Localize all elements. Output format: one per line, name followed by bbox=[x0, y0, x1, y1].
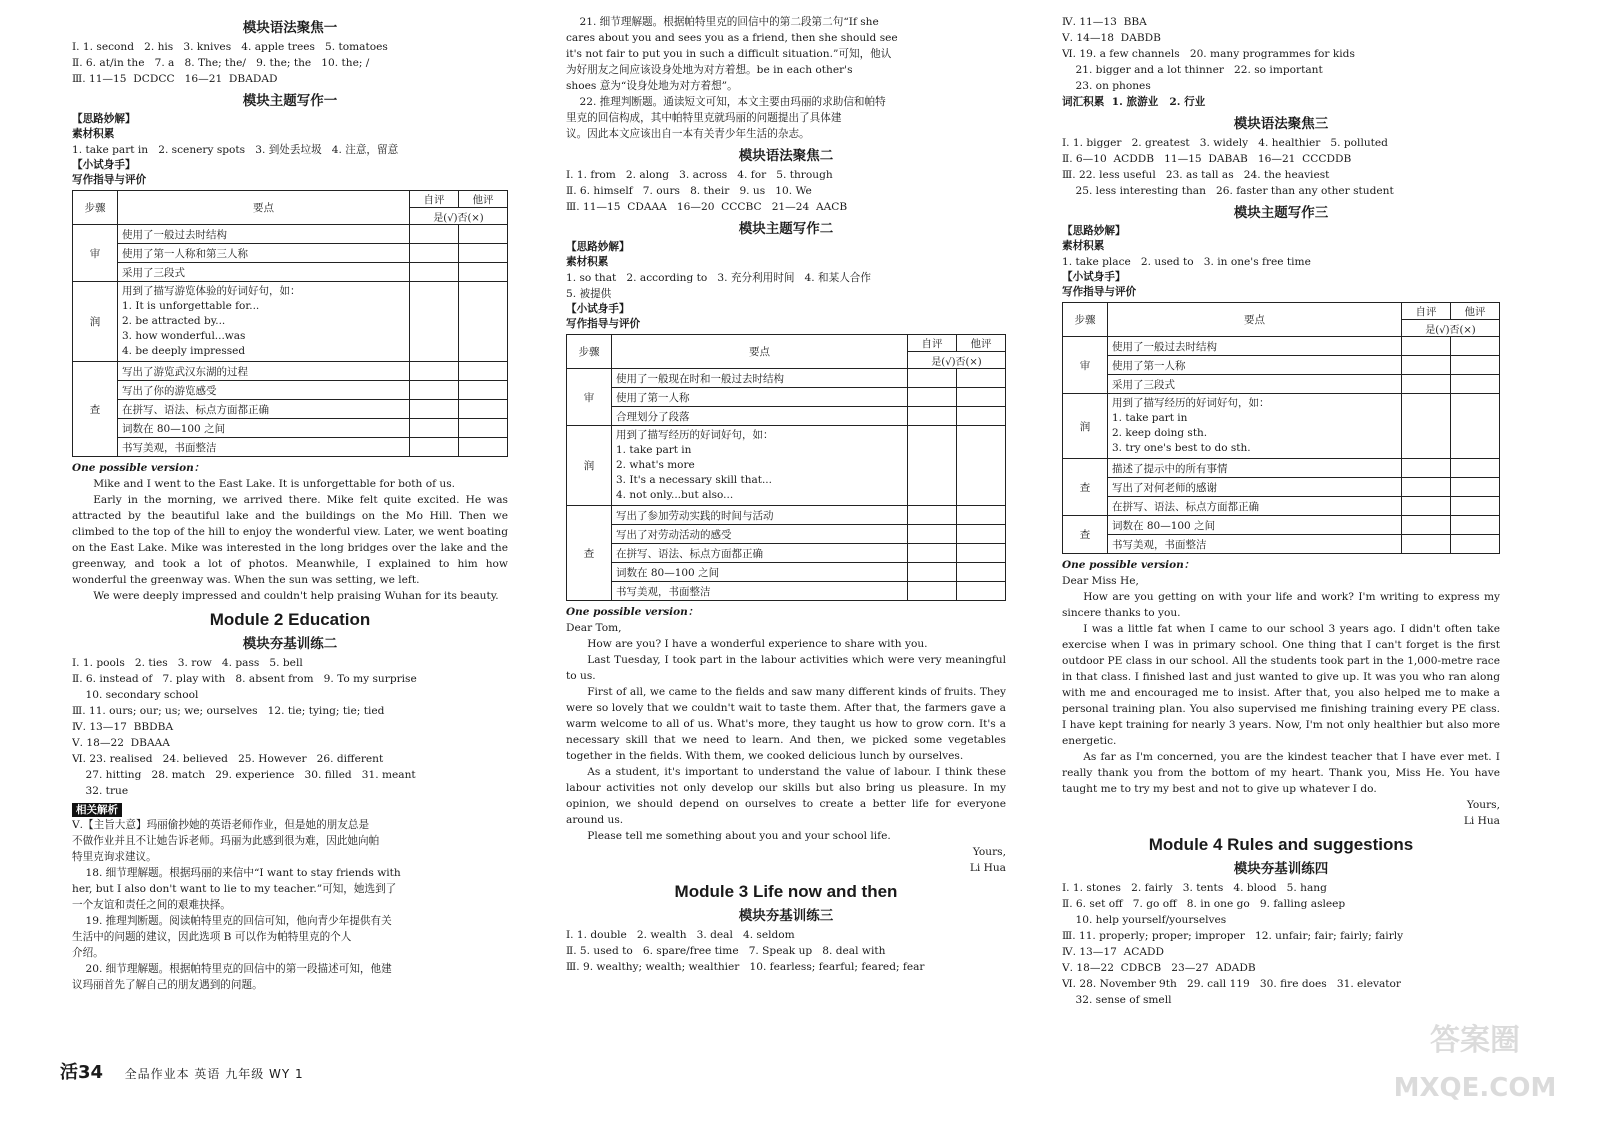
self-score-cell[interactable] bbox=[1402, 459, 1451, 478]
section-title: 模块语法聚焦一 bbox=[242, 20, 338, 36]
letter-greeting: Dear Tom, bbox=[566, 622, 622, 634]
self-score-cell[interactable] bbox=[908, 369, 957, 388]
peer-score-cell[interactable] bbox=[1451, 375, 1500, 394]
point-cell: 采用了三段式 bbox=[118, 263, 410, 282]
point-cell: 合理划分了段落 bbox=[612, 407, 908, 426]
point-cell: 写出了参加劳动实践的时间与活动 bbox=[612, 506, 908, 525]
section-title: 模块主题写作一 bbox=[242, 93, 338, 109]
section-title: 模块语法聚焦三 bbox=[1233, 116, 1329, 132]
point-cell: 采用了三段式 bbox=[1108, 375, 1402, 394]
point-cell: 使用了第一人称 bbox=[612, 388, 908, 407]
answer-line: Ⅳ. 13—17 ACADD bbox=[1062, 946, 1165, 958]
answer-line: 21. bigger and a lot thinner 22. so important bbox=[1062, 64, 1323, 76]
peer-score-cell[interactable] bbox=[459, 400, 508, 419]
subheading: 素材积累 bbox=[1062, 240, 1105, 252]
watermark-text: 答案圈 bbox=[1430, 1023, 1520, 1058]
point-cell: 写出了游览武汉东湖的过程 bbox=[118, 362, 410, 381]
self-score-cell[interactable] bbox=[410, 438, 459, 457]
answer-line: Ⅲ. 11. properly; proper; improper 12. unfair; fair; fairly; fairly bbox=[1062, 930, 1404, 942]
self-score-cell[interactable] bbox=[1402, 337, 1451, 356]
header-self: 自评 bbox=[908, 335, 957, 352]
analysis-line: 20. 细节理解题。根据帕特里克的回信中的第一段描述可知，他建 bbox=[72, 963, 392, 975]
letter-closing: Yours, bbox=[1466, 799, 1500, 811]
header-yes-no: 是(√)否(×) bbox=[410, 208, 508, 225]
peer-score-cell[interactable] bbox=[459, 225, 508, 244]
point-cell: 书写美观，书面整洁 bbox=[612, 582, 908, 601]
table-row bbox=[1063, 497, 1500, 516]
analysis-list bbox=[566, 14, 1006, 142]
peer-score-cell[interactable] bbox=[1451, 497, 1500, 516]
step-cell: 润 bbox=[73, 282, 118, 362]
subheading: 写作指导与评价 bbox=[566, 318, 641, 330]
step-cell: 查 bbox=[1063, 516, 1108, 554]
self-score-cell[interactable] bbox=[1402, 478, 1451, 497]
peer-score-cell[interactable] bbox=[957, 407, 1006, 426]
self-score-cell[interactable] bbox=[410, 282, 459, 362]
peer-score-cell[interactable] bbox=[957, 544, 1006, 563]
self-score-cell[interactable] bbox=[410, 362, 459, 381]
table-row bbox=[1063, 356, 1500, 375]
answer-line: Ⅴ. 18—22 DBAAA bbox=[72, 737, 170, 749]
answer-line: 1. take place 2. used to 3. in one's free time bbox=[1062, 256, 1311, 268]
analysis-line: cares about you and sees you as a friend, then she should see bbox=[566, 32, 898, 44]
table-row bbox=[73, 362, 508, 381]
self-score-cell[interactable] bbox=[1402, 375, 1451, 394]
answer-line: Ⅲ. 9. wealthy; wealth; wealthier 10. fearless; fearful; feared; fear bbox=[566, 961, 925, 973]
answer-line: Ⅰ. 1. second 2. his 3. knives 4. apple trees 5. tomatoes bbox=[72, 41, 388, 53]
peer-score-cell[interactable] bbox=[459, 419, 508, 438]
column-middle bbox=[566, 14, 1006, 975]
answer-line: Ⅳ. 13—17 BBDBA bbox=[72, 721, 174, 733]
table-row bbox=[567, 544, 1006, 563]
essay-paragraph: Last Tuesday, I took part in the labour activities which were very meaningful to us. bbox=[566, 654, 1006, 682]
analysis-line: 特里克询求建议。 bbox=[72, 851, 157, 863]
answer-line: 10. help yourself/yourselves bbox=[1062, 914, 1227, 926]
answer-line: Ⅲ. 11—15 CDAAA 16—20 CCCBC 21—24 AACB bbox=[566, 201, 848, 213]
peer-score-cell[interactable] bbox=[957, 426, 1006, 506]
section-title: 模块主题写作二 bbox=[738, 221, 834, 237]
point-cell: 使用了第一人称 bbox=[1108, 356, 1402, 375]
header-yes-no: 是(√)否(×) bbox=[908, 352, 1006, 369]
header-other: 他评 bbox=[459, 191, 508, 208]
point-cell: 用到了描写经历的好词好句，如： 1. take part in 2. keep doing sth. 3. try one's best to do sth. bbox=[1108, 394, 1402, 459]
table-row bbox=[1063, 535, 1500, 554]
point-cell: 词数在 80—100 之间 bbox=[612, 563, 908, 582]
answer-line: 32. true bbox=[72, 785, 129, 797]
point-cell: 用到了描写经历的好词好句，如： 1. take part in 2. what's more 3. It's a necessary skill that... 4. not only...but also... bbox=[612, 426, 908, 506]
analysis-line: 22. 推理判断题。通读短文可知，本文主要由玛丽的求助信和帕特 bbox=[566, 96, 886, 108]
section-title: 模块夯基训练四 bbox=[1233, 861, 1329, 877]
peer-score-cell[interactable] bbox=[1451, 337, 1500, 356]
answer-line: Ⅰ. 1. pools 2. ties 3. row 4. pass 5. bell bbox=[72, 657, 303, 669]
step-cell: 查 bbox=[567, 506, 612, 601]
peer-score-cell[interactable] bbox=[957, 506, 1006, 525]
header-other: 他评 bbox=[1451, 303, 1500, 320]
peer-score-cell[interactable] bbox=[459, 438, 508, 457]
table-header-row bbox=[73, 191, 508, 208]
essay-paragraph: How are you getting on with your life and work? I'm writing to express my sincere thanks to you. bbox=[1062, 591, 1500, 619]
answer-line: Ⅳ. 11—13 BBA bbox=[1062, 16, 1147, 28]
table-row bbox=[73, 282, 508, 362]
answer-list bbox=[1062, 135, 1500, 199]
peer-score-cell[interactable] bbox=[1451, 535, 1500, 554]
point-cell: 描述了提示中的所有事情 bbox=[1108, 459, 1402, 478]
analysis-line: 生活中的问题的建议，因此选项 B 可以作为帕特里克的个人 bbox=[72, 931, 352, 943]
self-score-cell[interactable] bbox=[908, 582, 957, 601]
self-score-cell[interactable] bbox=[410, 225, 459, 244]
page-footer bbox=[60, 1058, 304, 1084]
answer-line: Ⅱ. 6—10 ACDDB 11—15 DABAB 16—21 CCCDDB bbox=[1062, 153, 1352, 165]
point-cell: 写出了对何老师的感谢 bbox=[1108, 478, 1402, 497]
evaluation-table bbox=[566, 334, 1006, 601]
table-row bbox=[73, 225, 508, 244]
evaluation-table bbox=[72, 190, 508, 457]
self-score-cell[interactable] bbox=[908, 544, 957, 563]
answer-line: Ⅱ. 6. instead of 7. play with 8. absent from 9. To my surprise bbox=[72, 673, 417, 685]
point-cell: 写出了你的游览感受 bbox=[118, 381, 410, 400]
point-cell: 书写美观，书面整洁 bbox=[1108, 535, 1402, 554]
answer-line: Ⅵ. 23. realised 24. believed 25. However 26. different bbox=[72, 753, 384, 765]
essay-paragraph: I was a little fat when I came to our school 3 years ago. I didn't often take exercise when I was in primary school. One thing that I can't forget is the first outdoor PE class in our school. All the students took part in the 1,000-metre race in that class. I finished last and just wanted to give up. It was you who ran along with me and encouraged me to insist. After that, you also helped me to make a personal training plan. You also supervised me finishing training every PE class. I have kept training for nearly 3 years. Now, I'm not only healthier but also more energetic. bbox=[1062, 623, 1500, 747]
answer-line: 5. 被提供 bbox=[566, 288, 612, 300]
point-cell: 词数在 80—100 之间 bbox=[1108, 516, 1402, 535]
step-cell: 审 bbox=[1063, 337, 1108, 394]
essay-paragraph: Early in the morning, we arrived there. Mike felt quite excited. He was attracted by the beautiful lake and the buildings on the Mo Hill. Then we climbed to the top of the hill to enjoy the wonderful view. Later, we went boating on the East Lake. Mike was interested in the long bridges over the lake and the greenway, and took a lot of photos. Meanwhile, I explained to him how wonderful the greenway was. When the sun was setting, we left. bbox=[72, 494, 508, 586]
peer-score-cell[interactable] bbox=[459, 263, 508, 282]
answer-line: Ⅱ. 6. set off 7. go off 8. in one go 9. falling asleep bbox=[1062, 898, 1346, 910]
table-row bbox=[1063, 375, 1500, 394]
self-score-cell[interactable] bbox=[410, 263, 459, 282]
answer-line: Ⅲ. 11. ours; our; us; we; ourselves 12. tie; tying; tie; tied bbox=[72, 705, 385, 717]
peer-score-cell[interactable] bbox=[957, 388, 1006, 407]
self-score-cell[interactable] bbox=[908, 426, 957, 506]
letter-signature: Li Hua bbox=[969, 862, 1006, 874]
analysis-line: 19. 推理判断题。阅读帕特里克的回信可知，他向青少年提供有关 bbox=[72, 915, 392, 927]
table-row bbox=[73, 400, 508, 419]
table-row bbox=[73, 244, 508, 263]
subheading: 写作指导与评价 bbox=[72, 174, 147, 186]
analysis-list bbox=[72, 817, 508, 993]
vocab-line: 词汇积累 1. 旅游业 2. 行业 bbox=[1062, 96, 1206, 108]
table-row bbox=[73, 419, 508, 438]
sample-label: One possible version： bbox=[1062, 559, 1195, 571]
point-cell: 使用了一般现在时和一般过去时结构 bbox=[612, 369, 908, 388]
self-score-cell[interactable] bbox=[908, 388, 957, 407]
peer-score-cell[interactable] bbox=[1451, 356, 1500, 375]
analysis-line: 议。因此本文应该出自一本有关青少年生活的杂志。 bbox=[566, 128, 810, 140]
essay-paragraph: Mike and I went to the East Lake. It is unforgettable for both of us. bbox=[93, 478, 456, 490]
header-point: 要点 bbox=[118, 191, 410, 225]
answer-line: Ⅱ. 6. himself 7. ours 8. their 9. us 10. We bbox=[566, 185, 812, 197]
point-cell: 写出了对劳动活动的感受 bbox=[612, 525, 908, 544]
essay-paragraph: As a student, it's important to understand the value of labour. I think these labour activities not only develop our skills but also bring us pleasure. In my opinion, we should depend on ourselves to create a better life for everyone around us. bbox=[566, 766, 1006, 826]
answer-line: 27. hitting 28. match 29. experience 30. filled 31. meant bbox=[72, 769, 416, 781]
point-cell: 词数在 80—100 之间 bbox=[118, 419, 410, 438]
point-cell: 使用了第一人称和第三人称 bbox=[118, 244, 410, 263]
sample-essay bbox=[566, 636, 1006, 844]
essay-paragraph: We were deeply impressed and couldn't help praising Wuhan for its beauty. bbox=[93, 590, 499, 602]
section-title: 模块夯基训练二 bbox=[242, 636, 338, 652]
peer-score-cell[interactable] bbox=[1451, 478, 1500, 497]
subheading: 素材积累 bbox=[566, 256, 609, 268]
header-other: 他评 bbox=[957, 335, 1006, 352]
answer-line: 25. less interesting than 26. faster than any other student bbox=[1062, 185, 1394, 197]
peer-score-cell[interactable] bbox=[459, 362, 508, 381]
answer-list bbox=[566, 927, 1006, 975]
self-score-cell[interactable] bbox=[1402, 394, 1451, 459]
header-step: 步骤 bbox=[567, 335, 612, 369]
analysis-line: 介绍。 bbox=[72, 947, 104, 959]
step-cell: 审 bbox=[567, 369, 612, 426]
evaluation-table bbox=[1062, 302, 1500, 554]
essay-paragraph: As far as I'm concerned, you are the kindest teacher that I have ever met. I really thank you from the bottom of my heart. Thank you, Miss He. You have taught me to try my best and not to give up whatever I do. bbox=[1062, 751, 1500, 795]
peer-score-cell[interactable] bbox=[957, 582, 1006, 601]
point-cell: 在拼写、语法、标点方面都正确 bbox=[118, 400, 410, 419]
answer-line: Ⅰ. 1. stones 2. fairly 3. tents 4. blood 5. hang bbox=[1062, 882, 1327, 894]
peer-score-cell[interactable] bbox=[957, 369, 1006, 388]
table-row bbox=[567, 525, 1006, 544]
module-title: Module 2 Education bbox=[209, 610, 371, 629]
peer-score-cell[interactable] bbox=[1451, 516, 1500, 535]
tag-heading: 【思路妙解】 bbox=[1062, 225, 1126, 237]
point-cell: 在拼写、语法、标点方面都正确 bbox=[1108, 497, 1402, 516]
analysis-line: it's not fair to put you in such a difficult situation.”可知，他认 bbox=[566, 48, 892, 60]
answer-line: Ⅱ. 6. at/in the 7. a 8. The; the/ 9. the; the 10. the; / bbox=[72, 57, 370, 69]
module-title: Module 3 Life now and then bbox=[674, 882, 898, 901]
watermark-logo bbox=[1390, 1010, 1560, 1110]
header-yes-no: 是(√)否(×) bbox=[1402, 320, 1500, 337]
analysis-line: 里克的回信构成，其中帕特里克就玛丽的问题提出了具体建 bbox=[566, 112, 842, 124]
self-score-cell[interactable] bbox=[908, 563, 957, 582]
point-cell: 用到了描写游览体验的好词好句，如： 1. It is unforgettable for... 2. be attracted by... 3. how wonderful...was 4. be deeply impressed bbox=[118, 282, 410, 362]
header-point: 要点 bbox=[1108, 303, 1402, 337]
analysis-line: her, but I also don't want to lie to my teacher.”可知，她选到了 bbox=[72, 883, 397, 895]
point-cell: 使用了一般过去时结构 bbox=[1108, 337, 1402, 356]
header-point: 要点 bbox=[612, 335, 908, 369]
table-row bbox=[567, 407, 1006, 426]
tag-heading: 【思路妙解】 bbox=[72, 113, 136, 125]
answer-line: 10. secondary school bbox=[72, 689, 199, 701]
self-score-cell[interactable] bbox=[908, 525, 957, 544]
column-right bbox=[1062, 14, 1500, 1008]
peer-score-cell[interactable] bbox=[1451, 394, 1500, 459]
self-score-cell[interactable] bbox=[410, 244, 459, 263]
sample-label: One possible version： bbox=[566, 606, 699, 618]
analysis-line: shoes 意为“设身处地为对方着想”。 bbox=[566, 80, 738, 92]
self-score-cell[interactable] bbox=[410, 400, 459, 419]
peer-score-cell[interactable] bbox=[459, 282, 508, 362]
answer-list bbox=[72, 39, 508, 87]
table-row bbox=[1063, 459, 1500, 478]
sample-essay bbox=[72, 476, 508, 604]
letter-signature: Li Hua bbox=[1463, 815, 1500, 827]
answer-line: 1. take part in 2. scenery spots 3. 到处丢垃圾 4. 注意，留意 bbox=[72, 144, 399, 156]
self-score-cell[interactable] bbox=[410, 419, 459, 438]
table-row bbox=[567, 582, 1006, 601]
table-row bbox=[567, 388, 1006, 407]
subheading: 素材积累 bbox=[72, 128, 115, 140]
self-score-cell[interactable] bbox=[908, 407, 957, 426]
header-step: 步骤 bbox=[1063, 303, 1108, 337]
answer-line: Ⅴ. 18—22 CDBCB 23—27 ADADB bbox=[1062, 962, 1256, 974]
answer-list bbox=[566, 167, 1006, 215]
self-score-cell[interactable] bbox=[1402, 356, 1451, 375]
table-row bbox=[73, 381, 508, 400]
peer-score-cell[interactable] bbox=[957, 525, 1006, 544]
answer-list bbox=[1062, 14, 1500, 110]
essay-paragraph: How are you? I have a wonderful experience to share with you. bbox=[587, 638, 928, 650]
table-row bbox=[1063, 516, 1500, 535]
answer-line: Ⅴ. 14—18 DABDB bbox=[1062, 32, 1161, 44]
header-self: 自评 bbox=[1402, 303, 1451, 320]
table-row bbox=[1063, 337, 1500, 356]
peer-score-cell[interactable] bbox=[459, 381, 508, 400]
step-cell: 查 bbox=[73, 362, 118, 457]
section-title: 模块主题写作三 bbox=[1233, 205, 1329, 221]
point-cell: 使用了一般过去时结构 bbox=[118, 225, 410, 244]
answer-line: Ⅲ. 22. less useful 23. as tall as 24. the heaviest bbox=[1062, 169, 1330, 181]
peer-score-cell[interactable] bbox=[1451, 459, 1500, 478]
analysis-line: 议玛丽首先了解自己的朋友遇到的问题。 bbox=[72, 979, 263, 991]
answer-line: 32. sense of smell bbox=[1062, 994, 1172, 1006]
column-left bbox=[72, 14, 508, 993]
letter-greeting: Dear Miss He, bbox=[1062, 575, 1139, 587]
analysis-line: 21. 细节理解题。根据帕特里克的回信中的第二段第二句“If she bbox=[566, 16, 879, 28]
answer-line: Ⅰ. 1. from 2. along 3. across 4. for 5. through bbox=[566, 169, 833, 181]
answer-line: 1. so that 2. according to 3. 充分利用时间 4. 和某人合作 bbox=[566, 272, 871, 284]
answer-line: 23. on phones bbox=[1062, 80, 1151, 92]
point-cell: 在拼写、语法、标点方面都正确 bbox=[612, 544, 908, 563]
sample-label: One possible version： bbox=[72, 462, 205, 474]
subheading: 写作指导与评价 bbox=[1062, 286, 1137, 298]
sample-essay bbox=[1062, 589, 1500, 797]
essay-paragraph: Please tell me something about you and your school life. bbox=[587, 830, 891, 842]
step-cell: 润 bbox=[1063, 394, 1108, 459]
answer-line: Ⅰ. 1. bigger 2. greatest 3. widely 4. healthier 5. polluted bbox=[1062, 137, 1388, 149]
answer-line: Ⅲ. 11—15 DCDCC 16—21 DBADAD bbox=[72, 73, 278, 85]
letter-closing: Yours, bbox=[972, 846, 1006, 858]
analysis-line: 一个友谊和责任之间的艰难抉择。 bbox=[72, 899, 231, 911]
table-row bbox=[567, 426, 1006, 506]
self-score-cell[interactable] bbox=[410, 381, 459, 400]
analysis-line: 不做作业并且不让她告诉老师。玛丽为此感到很为难，因此她向帕 bbox=[72, 835, 380, 847]
analysis-tag: 相关解析 bbox=[72, 803, 122, 817]
analysis-line: 为好朋友之间应该设身处地为对方着想。be in each other's bbox=[566, 64, 853, 76]
page-number: 活34 bbox=[60, 1062, 104, 1083]
analysis-line: 18. 细节理解题。根据玛丽的来信中“I want to stay friends with bbox=[72, 867, 401, 879]
answer-list bbox=[1062, 880, 1500, 1008]
table-header-row bbox=[567, 335, 1006, 352]
tag-heading: 【小试身手】 bbox=[1062, 271, 1126, 283]
analysis-line: Ⅴ.【主旨大意】玛丽偷抄她的英语老师作业，但是她的朋友总是 bbox=[72, 819, 370, 831]
section-title: 模块语法聚焦二 bbox=[738, 148, 834, 164]
tag-heading: 【小试身手】 bbox=[566, 303, 630, 315]
table-row bbox=[567, 369, 1006, 388]
tag-heading: 【小试身手】 bbox=[72, 159, 136, 171]
module-title: Module 4 Rules and suggestions bbox=[1148, 835, 1414, 854]
self-score-cell[interactable] bbox=[1402, 497, 1451, 516]
self-score-cell[interactable] bbox=[908, 506, 957, 525]
essay-paragraph: First of all, we came to the fields and saw many different kinds of fruits. They were so lovely that we couldn't wait to taste them. After that, the farmers gave a warm welcome to all of us. What's more, they taught us how to grow corn. It's a necessary skill that we need to learn. And then, we picked some vegetables together in the fields. With them, we cooked delicious lunch by ourselves. bbox=[566, 686, 1006, 762]
step-cell: 润 bbox=[567, 426, 612, 506]
answer-list bbox=[72, 655, 508, 799]
point-cell: 书写美观，书面整洁 bbox=[118, 438, 410, 457]
header-step: 步骤 bbox=[73, 191, 118, 225]
self-score-cell[interactable] bbox=[1402, 535, 1451, 554]
table-row bbox=[73, 438, 508, 457]
answer-line: Ⅵ. 28. November 9th 29. call 119 30. fire does 31. elevator bbox=[1062, 978, 1401, 990]
watermark-url: MXQE.COM bbox=[1393, 1073, 1557, 1103]
answer-line: Ⅵ. 19. a few channels 20. many programmes for kids bbox=[1062, 48, 1355, 60]
table-row bbox=[1063, 478, 1500, 497]
step-cell: 查 bbox=[1063, 459, 1108, 516]
answer-line: Ⅱ. 5. used to 6. spare/free time 7. Speak up 8. deal with bbox=[566, 945, 886, 957]
table-row bbox=[1063, 394, 1500, 459]
self-score-cell[interactable] bbox=[1402, 516, 1451, 535]
header-self: 自评 bbox=[410, 191, 459, 208]
peer-score-cell[interactable] bbox=[957, 563, 1006, 582]
section-title: 模块夯基训练三 bbox=[738, 908, 834, 924]
peer-score-cell[interactable] bbox=[459, 244, 508, 263]
step-cell: 审 bbox=[73, 225, 118, 282]
tag-heading: 【思路妙解】 bbox=[566, 241, 630, 253]
table-row bbox=[73, 263, 508, 282]
book-info: 全品作业本 英语 九年级 WY 1 bbox=[124, 1067, 304, 1081]
table-row bbox=[567, 563, 1006, 582]
table-row bbox=[567, 506, 1006, 525]
answer-line: Ⅰ. 1. double 2. wealth 3. deal 4. seldom bbox=[566, 929, 795, 941]
table-header-row bbox=[1063, 303, 1500, 320]
